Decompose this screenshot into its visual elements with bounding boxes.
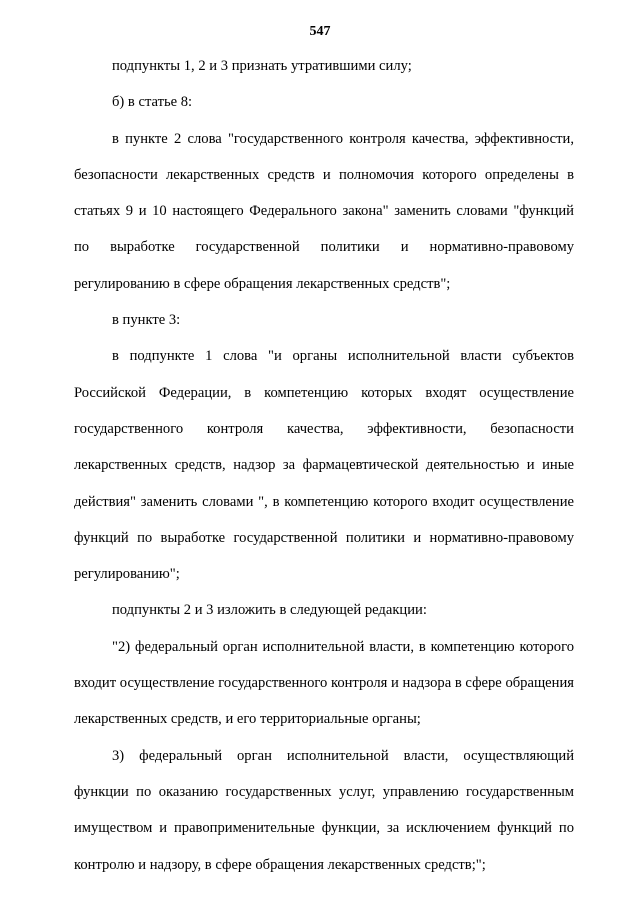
paragraph-subitem-1-amendment: в подпункте 1 слова "и органы исполнительной власти субъектов Российской Федерации, в компетенцию которых входят осуществление государственного контроля качества, эффективности, безопасности лекарственных средств, надзор за фармацевтической деятельностью и иные действия" заменить словами ", в компетенцию которого входит осуществление функций по выработке государственной политики и нормативно-правовому регулированию"; — [74, 348, 574, 583]
paragraph-point-2-amendment: в пункте 2 слова "государственного контроля качества, эффективности, безопасности лекарственных средств и полномочия которого определены в статьях 9 и 10 настоящего Федерального закона" заменить словами "функций по выработке государственной политики и нормативно-правовому регулированию в сфере обращения лекарственных средств"; — [74, 130, 574, 292]
paragraph-new-subitem-3: 3) федеральный орган исполнительной власти, осуществляющий функции по оказанию государственных услуг, управлению государственным имуществом и правоприменительные функции, за исключением функций по контролю и надзору, в сфере обращения лекарственных средств;"; — [74, 747, 574, 873]
paragraph-subitems-2-3-intro: подпункты 2 и 3 изложить в следующей редакции: — [112, 602, 427, 619]
paragraph-new-subitem-2: "2) федеральный орган исполнительной власти, в компетенцию которого входит осуществление государственного контроля и надзора в сфере обращения лекарственных средств, и его территориальные органы; — [74, 638, 574, 728]
paragraph-subitems-repealed: подпункты 1, 2 и 3 признать утратившими силу; — [112, 58, 412, 74]
paragraph-article-8-heading: б) в статье 8: — [112, 94, 193, 111]
paragraph-point-3-heading: в пункте 3: — [112, 312, 181, 329]
page-number: 547 — [309, 24, 331, 39]
document-body — [74, 48, 574, 883]
